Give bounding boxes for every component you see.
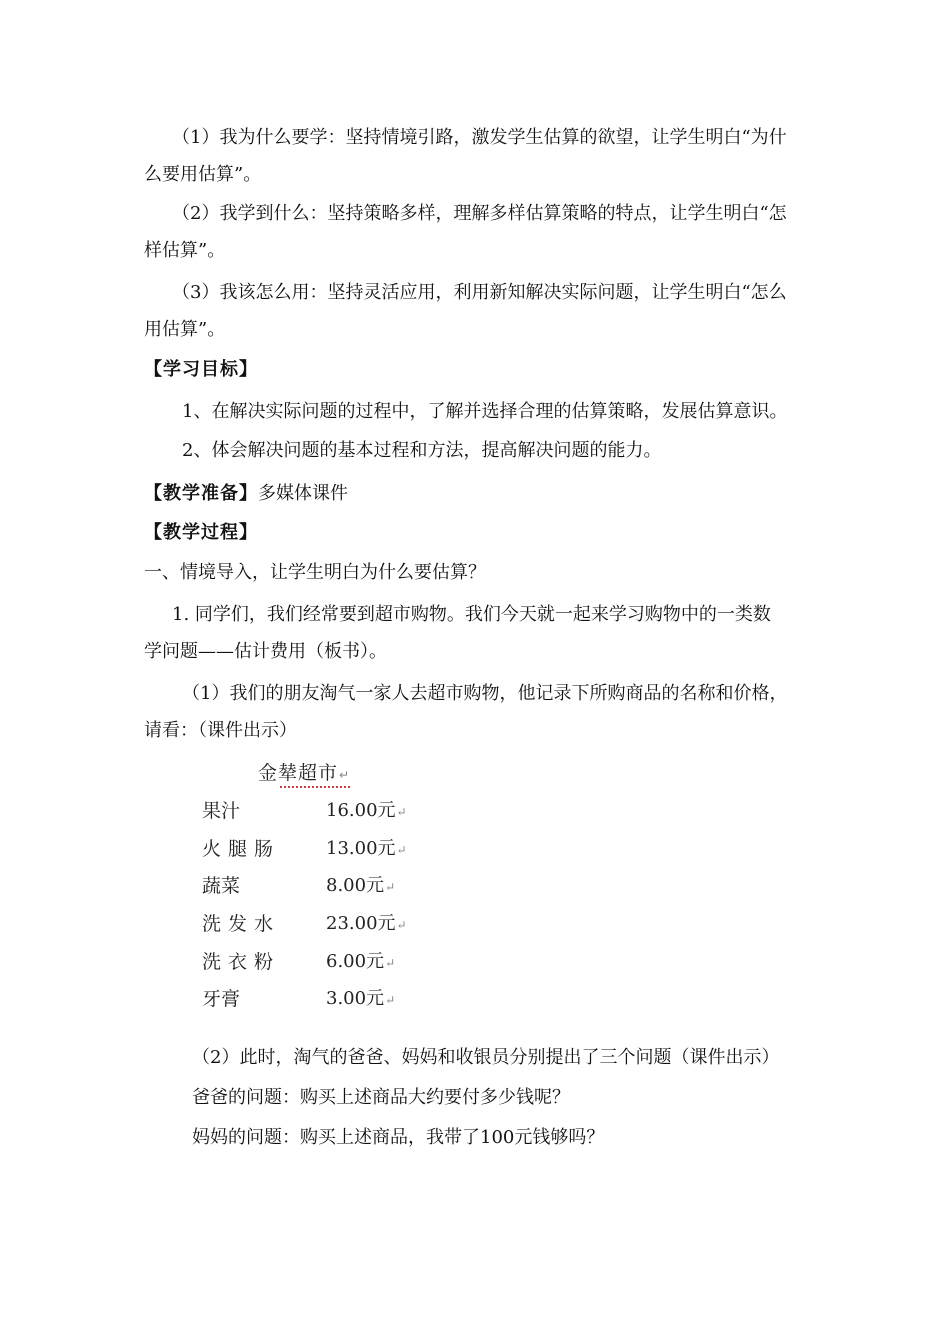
item-price: 6.00元↵ [326,951,396,972]
intro-paragraph-3 [144,274,810,348]
mom-question: 妈妈的问题：购买上述商品，我带了100元钱够吗？ [192,1127,605,1148]
text-line: 么要用估算”。 [144,164,262,185]
item-name: 洗发水 [202,913,281,935]
text-line: （1）我们的朋友淘气一家人去超市购物，他记录下所购商品的名称和价格， [182,683,788,704]
item-name: 果汁 [202,800,241,822]
receipt-row [200,834,440,864]
text-line: 样估算”。 [144,240,226,261]
receipt-row [200,909,440,939]
receipt-row [200,947,440,977]
receipt-row [200,871,440,901]
receipt-row [200,796,440,826]
receipt-row [200,984,440,1014]
item-name: 火腿肠 [202,838,281,860]
text-line: 请看：（课件出示） [144,720,297,741]
goal-item-1: 1、在解决实际问题的过程中，了解并选择合理的估算策略，发展估算意识。 [182,401,788,422]
text-line: 1. 同学们，我们经常要到超市购物。我们今天就一起来学习购物中的一类数 [172,604,771,625]
item-price: 8.00元↵ [326,875,396,896]
process-paragraph-2 [144,675,810,749]
item-price: 23.00元↵ [326,913,407,934]
goals-heading: 【学习目标】 [144,359,258,380]
text-line: 学问题——估计费用（板书）。 [144,641,387,662]
prep-text: 多媒体课件 [258,483,348,504]
item-name: 蔬菜 [202,875,241,897]
item-name: 牙膏 [202,988,241,1010]
section-heading-1: 一、情境导入，让学生明白为什么要估算？ [144,562,486,583]
receipt-image [200,758,440,1020]
text-line: （3）我该怎么用：坚持灵活应用，利用新知解决实际问题，让学生明白“怎么 [172,282,787,303]
text-line: 用估算”。 [144,319,226,340]
prep-heading: 【教学准备】 [144,483,258,504]
process-heading: 【教学过程】 [144,522,258,543]
item-name: 洗衣粉 [202,951,281,973]
text-line: （2）我学到什么：坚持策略多样，理解多样估算策略的特点，让学生明白“怎 [172,203,787,224]
item-price: 13.00元↵ [326,838,407,859]
goal-item-2: 2、体会解决问题的基本过程和方法，提高解决问题的能力。 [182,440,662,461]
store-name: 金辇超市↵ [258,758,350,785]
spellcheck-underline [280,783,350,788]
intro-paragraph-1 [144,119,810,193]
intro-paragraph-2 [144,195,810,269]
text-line: （1）我为什么要学：坚持情境引路，激发学生估算的欲望，让学生明白“为什 [172,127,787,148]
process-paragraph-1 [144,596,810,670]
prep-line [144,481,348,507]
item-price: 3.00元↵ [326,988,396,1009]
item-price: 16.00元↵ [326,800,407,821]
questions-intro: （2）此时，淘气的爸爸、妈妈和收银员分别提出了三个问题（课件出示） [192,1047,780,1068]
dad-question: 爸爸的问题：购买上述商品大约要付多少钱呢？ [192,1087,570,1108]
